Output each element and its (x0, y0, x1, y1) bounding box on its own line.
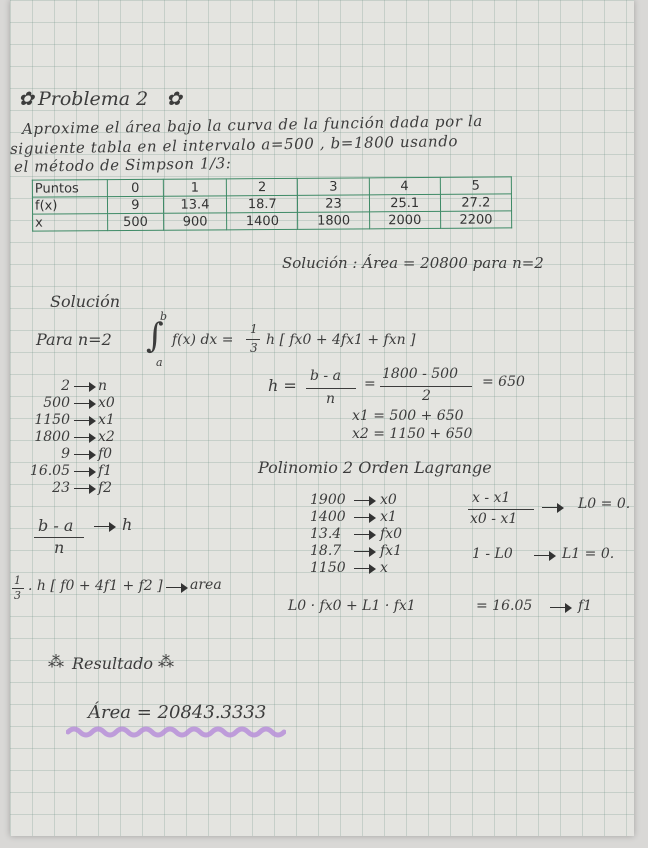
statement-line-1: Aproxime el área bajo la curva de la función dada por la (21, 111, 484, 139)
list-item: 500 x0 (43, 395, 115, 411)
table-cell: x (33, 214, 108, 232)
table-cell: 1800 (298, 212, 369, 229)
list-item: 16.05 f1 (29, 463, 113, 479)
integral-sign: ∫ (146, 316, 164, 356)
x1-calc: x1 = 500 + 650 (352, 408, 464, 424)
h-den2: 2 (422, 388, 431, 404)
list-item: 1800 x2 (34, 429, 115, 445)
table-cell: 2000 (369, 211, 440, 228)
h-num1: b - a (310, 368, 341, 384)
sparkle-icon: ⁂ (158, 652, 174, 671)
para-n2-label: Para n=2 (36, 330, 112, 349)
h-eq: = (364, 376, 376, 392)
h-lhs: h = (268, 376, 297, 395)
list-item: 13.4 fx0 (310, 526, 402, 542)
resultado-heading: Resultado (72, 654, 153, 673)
table-cell: f(x) (32, 197, 107, 215)
arrow-right-icon (74, 450, 96, 460)
arrow-right-icon (74, 484, 96, 494)
list-item: 18.7 fx1 (310, 543, 402, 559)
statement-line-2: siguiente tabla en el intervalo a=500 , b=1800 usando (10, 132, 459, 158)
table-cell: 4 (369, 177, 440, 194)
data-table (32, 176, 512, 231)
l1-value: L1 = 0. (562, 546, 615, 562)
formula-body: . h [ f0 + 4f1 + f2 ] (28, 578, 163, 594)
lagrange-list (306, 492, 436, 577)
list-item: 23 f2 (52, 480, 113, 496)
list-item: 2 n (61, 378, 108, 394)
table-cell: 500 (108, 213, 164, 230)
problem-title: Problema 2 (38, 88, 149, 110)
doodle-icon: ✿ (166, 88, 182, 110)
integral-rest: h [ fx0 + 4fx1 + fxn ] (266, 332, 416, 348)
table-cell: 1400 (227, 212, 298, 229)
lagrange-combo-result: = 16.05 (476, 598, 533, 614)
table-cell: 5 (440, 177, 511, 194)
assignment-list (29, 378, 144, 497)
formula-den: 3 (14, 589, 21, 602)
arrow-right-icon (74, 433, 96, 443)
table-cell: 1 (163, 179, 227, 196)
table-cell: 900 (163, 213, 227, 230)
lagrange-frac-den: x0 - x1 (470, 511, 518, 527)
solution-heading: Solución (50, 292, 121, 311)
arrow-right-icon (166, 583, 188, 593)
arrow-right-icon (534, 551, 556, 561)
table-cell: 3 (298, 178, 369, 195)
table-cell: 2200 (440, 211, 511, 228)
highlight-squiggle (66, 724, 286, 740)
table-cell: 23 (298, 195, 369, 212)
lagrange-combo-label: f1 (578, 598, 593, 614)
area-result: Área = 20843.3333 (88, 702, 267, 723)
lagrange-combo: L0 · fx0 + L1 · fx1 (288, 598, 416, 614)
arrow-right-icon (74, 399, 96, 409)
integral-lower: a (156, 356, 163, 369)
list-item: 9 f0 (61, 446, 113, 462)
arrow-right-icon (354, 547, 376, 557)
h-result: = 650 (482, 374, 525, 390)
formula-label: area (190, 577, 222, 593)
h-num2: 1800 - 500 (382, 366, 458, 382)
lagrange-heading: Polinomio 2 Orden Lagrange (258, 458, 492, 477)
arrow-right-icon (542, 503, 564, 513)
ba-num: b - a (38, 516, 74, 535)
arrow-right-icon (354, 513, 376, 523)
table-cell: 0 (107, 179, 163, 196)
arrow-right-icon (550, 603, 572, 613)
table-cell: 2 (227, 178, 298, 195)
table-cell: 9 (107, 196, 163, 213)
formula-num: 1 (14, 574, 21, 587)
frac-num: 1 (250, 322, 258, 336)
arrow-right-icon (354, 496, 376, 506)
x2-calc: x2 = 1150 + 650 (352, 426, 473, 442)
arrow-right-icon (74, 382, 96, 392)
table-row (33, 211, 512, 231)
frac-den: 3 (250, 341, 258, 355)
statement-line-3: el método de Simpson 1/3: (13, 154, 232, 176)
sparkle-icon: ⁂ (48, 652, 64, 671)
lagrange-frac-num: x - x1 (472, 490, 511, 506)
table-cell: Puntos (32, 180, 107, 198)
table-cell: 27.2 (440, 194, 511, 211)
stated-solution: Solución : Área = 20800 para n=2 (282, 254, 544, 272)
arrow-right-icon (354, 564, 376, 574)
arrow-right-icon (74, 467, 96, 477)
l0-value: L0 = 0. (578, 496, 631, 512)
one-minus-l0: 1 - L0 (472, 546, 513, 562)
h-den1: n (326, 391, 336, 407)
list-item: 1150 x (310, 560, 388, 576)
table-cell: 13.4 (163, 196, 227, 213)
arrow-right-icon (94, 522, 116, 532)
integral-upper: b (160, 310, 168, 323)
notebook-page (10, 0, 634, 836)
list-item: 1400 x1 (310, 509, 397, 525)
list-item: 1900 x0 (310, 492, 397, 508)
doodle-icon: ✿ (18, 88, 34, 110)
table-cell: 18.7 (227, 195, 298, 212)
ba-label: h (122, 515, 133, 534)
list-item: 1150 x1 (34, 412, 115, 428)
arrow-right-icon (74, 416, 96, 426)
ba-den: n (54, 538, 65, 557)
arrow-right-icon (354, 530, 376, 540)
table-cell: 25.1 (369, 194, 440, 211)
integral-body: f(x) dx = (172, 332, 234, 348)
